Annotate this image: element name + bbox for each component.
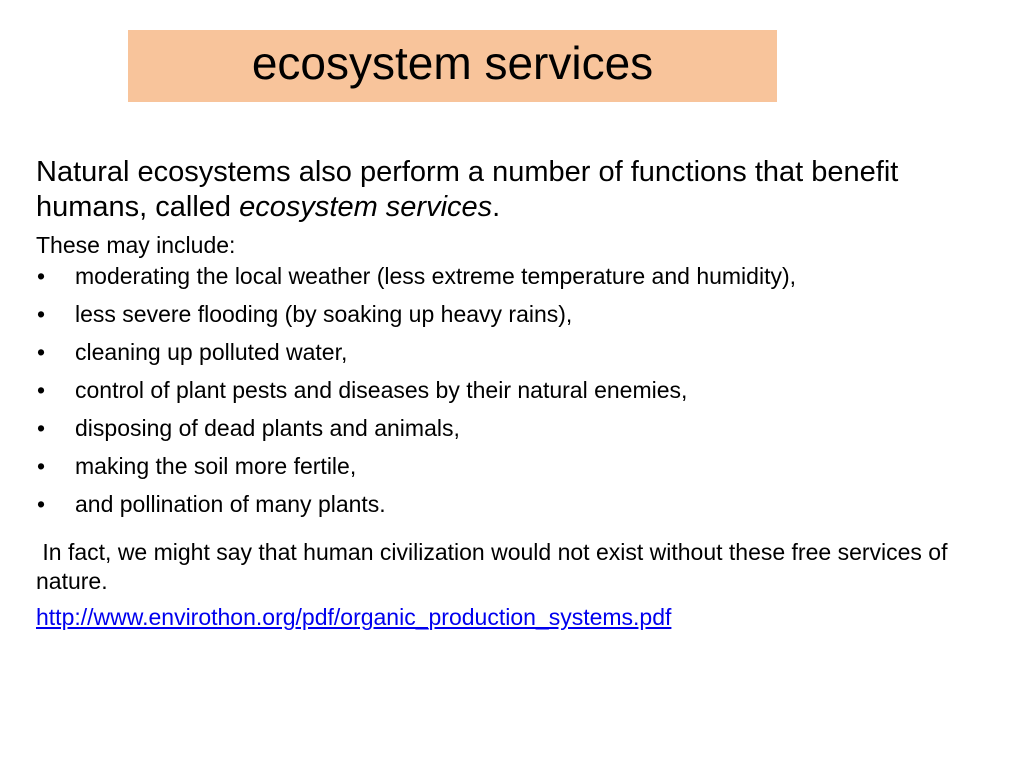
bullet-icon: •: [37, 453, 46, 479]
intro-period: .: [492, 191, 501, 223]
bullet-icon: •: [37, 415, 46, 441]
list-item: [36, 415, 976, 442]
bullet-icon: •: [37, 491, 46, 517]
list-item: [36, 301, 976, 328]
bullet-icon: •: [37, 339, 46, 365]
bullet-icon: •: [37, 263, 46, 289]
list-item-text: cleaning up polluted water,: [75, 339, 348, 365]
bullet-icon: •: [37, 377, 46, 403]
slide-content: [36, 155, 976, 631]
closing-paragraph: In fact, we might say that human civilization would not exist without these free services of nature.: [36, 539, 954, 594]
list-lead: These may include:: [36, 232, 236, 258]
source-link[interactable]: http://www.envirothon.org/pdf/organic_production_systems.pdf: [36, 604, 672, 630]
intro-text: Natural ecosystems also perform a number of functions that benefit humans, called: [36, 156, 899, 223]
slide-title: ecosystem services: [251, 37, 654, 89]
list-item: [36, 263, 976, 290]
list-item-text: making the soil more fertile,: [75, 453, 357, 479]
intro-paragraph: [36, 155, 976, 225]
services-list: [36, 263, 976, 518]
list-item: [36, 491, 976, 518]
list-item-text: disposing of dead plants and animals,: [75, 415, 460, 441]
intro-emphasis: ecosystem services: [239, 191, 493, 223]
list-item: [36, 339, 976, 366]
bullet-icon: •: [37, 301, 46, 327]
list-item-text: control of plant pests and diseases by their natural enemies,: [75, 377, 688, 403]
list-item: [36, 377, 976, 404]
title-box: [128, 30, 777, 102]
list-item-text: less severe flooding (by soaking up heavy rains),: [75, 301, 573, 327]
list-item-text: and pollination of many plants.: [75, 491, 386, 517]
list-item-text: moderating the local weather (less extreme temperature and humidity),: [75, 263, 797, 289]
list-item: [36, 453, 976, 480]
